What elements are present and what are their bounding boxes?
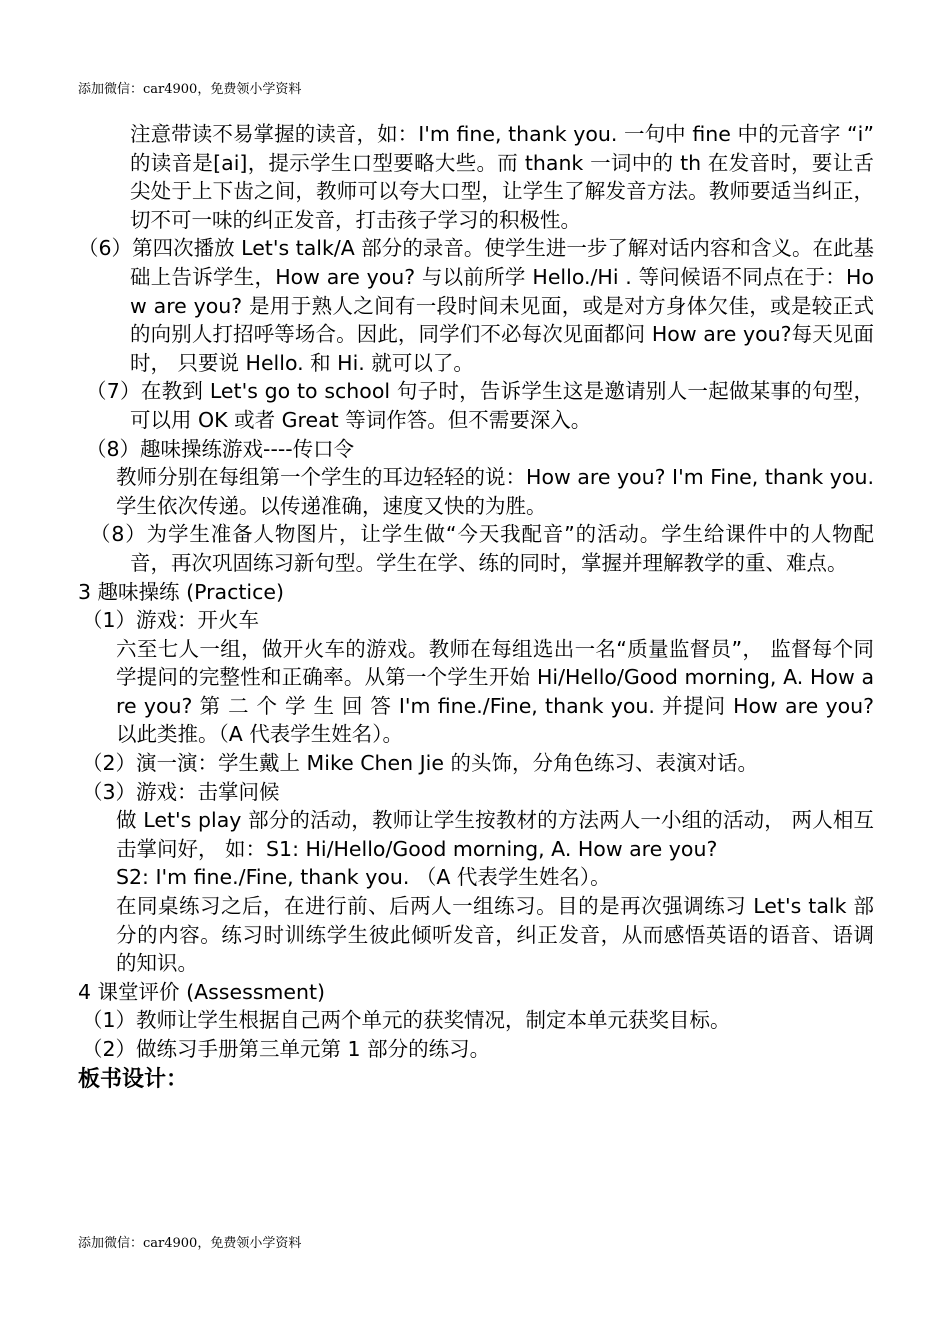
- paragraph-practice-3: （3）游戏：击掌问候: [82, 779, 280, 804]
- paragraph-assessment-2: （2）做练习手册第三单元第 1 部分的练习。: [82, 1037, 491, 1061]
- page-header-text: 添加微信：car4900，免费领小学资料: [78, 82, 302, 97]
- paragraph-train-game: 六至七人一组，做开火车的游戏。教师在每组选出一名“质量监督员”， 监督每个同学提问的完整性和正确率。从第一个学生开始 Hi/Hello/Good morning, A. How are you? 第 二 个 学 生 回 答 I'm fine./Fine, thank you. 并提问 How are you? 以此类推。（A 代表学生姓名）。: [116, 636, 874, 747]
- paragraph-step-8-dubbing: （8）为学生准备人物图片，让学生做“今天我配音”的活动。学生给课件中的人物配音，再次巩固练习新句型。学生在学、练的同时，掌握并理解教学的重、难点。: [90, 522, 874, 575]
- paragraph-clap-game: 做 Let's play 部分的活动，教师让学生按教材的方法两人一小组的活动， 两人相互击掌问好， 如：S1: Hi/Hello/Good morning, A. How are you?: [116, 808, 874, 861]
- paragraph-step-7: （7）在教到 Let's go to school 句子时，告诉学生这是邀请别人一起做某事的句型，可以用 OK 或者 Great 等词作答。但不需要深入。: [86, 379, 874, 432]
- section-heading-assessment: 4 课堂评价 (Assessment): [78, 979, 326, 1004]
- document-body: [78, 120, 874, 1094]
- page-footer-text: 添加微信：car4900，免费领小学资料: [78, 1236, 302, 1251]
- blackboard-design-heading: 板书设计：: [78, 1065, 189, 1092]
- paragraph-practice-1: （1）游戏：开火车: [82, 608, 260, 633]
- paragraph-assessment-1: （1）教师让学生根据自己两个单元的获奖情况，制定本单元获奖目标。: [82, 1008, 731, 1033]
- paragraph-pair-practice: 在同桌练习之后，在进行前、后两人一组练习。目的是再次强调练习 Let's talk 部分的内容。练习时训练学生彼此倾听发音，纠正发音，从而感悟英语的语音、语调的知识。: [116, 894, 874, 976]
- paragraph-clap-reply: S2: I'm fine./Fine, thank you. （A 代表学生姓名）。: [116, 865, 611, 890]
- paragraph-step-8-game: （8）趣味操练游戏----传口令: [86, 436, 355, 461]
- paragraph-pronunciation-tips: 注意带读不易掌握的读音，如：I'm fine, thank you. 一句中 fine 中的元音字 “i” 的读音是[ai]，提示学生口型要略大些。而 thank 一词中的 th 在发音时，要让舌尖处于上下齿之间，教师可以夸大口型，让学生了解发音方法。教师要适当纠正，切不可一味的纠正发音，打击孩子学习的积极性。: [130, 122, 874, 232]
- section-heading-practice: 3 趣味操练 (Practice): [78, 579, 284, 604]
- paragraph-step-6: （6）第四次播放 Let's talk/A 部分的录音。使学生进一步了解对话内容和含义。在此基础上告诉学生，How are you? 与以前所学 Hello./Hi . 等问候语不同点在于：How are you? 是用于熟人之间有一段时间未见面，或是对方身体欠佳，或是较正式的向别人打招呼等场合。因此，同学们不必每次见面都问 How are you?每天见面时， 只要说 Hello. 和 Hi. 就可以了。: [78, 236, 874, 375]
- paragraph-step-8-description: 教师分别在每组第一个学生的耳边轻轻的说：How are you? I'm Fine, thank you. 学生依次传递。以传递准确，速度又快的为胜。: [116, 465, 874, 518]
- paragraph-practice-2: （2）演一演：学生戴上 Mike Chen Jie 的头饰，分角色练习、表演对话。: [82, 751, 759, 776]
